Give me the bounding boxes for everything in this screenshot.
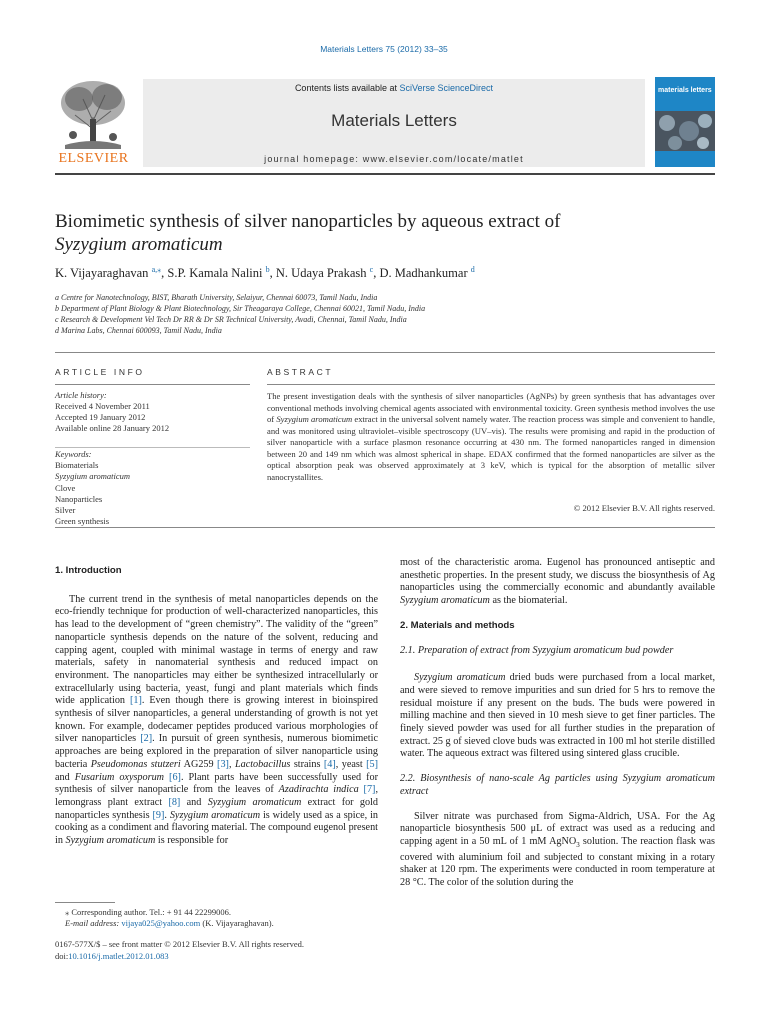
author-1: K. Vijayaraghavan <box>55 266 149 281</box>
doi-line: doi:10.1016/j.matlet.2012.01.083 <box>55 951 169 961</box>
cover-image-icon <box>655 111 715 151</box>
keyword: Silver <box>55 505 76 516</box>
ref-8-link[interactable]: [8] <box>168 796 181 808</box>
doi-link[interactable]: 10.1016/j.matlet.2012.01.083 <box>68 951 169 961</box>
affiliations <box>55 292 715 336</box>
masthead <box>55 77 715 167</box>
materials-methods-heading: 2. Materials and methods <box>400 619 515 631</box>
contents-line <box>143 83 645 93</box>
article-history <box>55 390 250 434</box>
front-matter <box>55 938 455 962</box>
issn-line: 0167-577X/$ – see front matter © 2012 Elsevier B.V. All rights reserved. <box>55 939 304 949</box>
ref-7-link[interactable]: [7] <box>363 784 376 796</box>
ref-4-link[interactable]: [4] <box>323 758 336 770</box>
title-line-1: Biomimetic synthesis of silver nanoparticles by aqueous extract of <box>55 211 561 232</box>
email-line: E-mail address: vijaya025@yahoo.com (K. Vijayaraghavan). <box>65 918 274 928</box>
author-sep: , <box>373 266 380 281</box>
history-label: Article history: <box>55 390 107 400</box>
abstract-divider <box>267 384 715 385</box>
affiliation-divider <box>55 352 715 353</box>
abstract-text <box>267 391 715 483</box>
section-2-2-paragraph: Silver nitrate was purchased from Sigma-Aldrich, USA. For the Ag nanoparticle biosynthesis 500 μL of extract was used as a reducing and capping agent in a 50 mL of 1 mM AgNO$_3$ solution. The reaction flask was covered with aluminium foil and subjected to constant mixing in a rotary shaker at 120 rpm. The experiments were conducted in room temperature at 28 °C. The color of the solution during the <box>400 810 715 889</box>
ref-5-link[interactable]: [5] <box>366 758 379 770</box>
ref-6-link[interactable]: [6] <box>169 771 181 783</box>
keyword: Syzygium aromaticum <box>55 471 130 482</box>
header-divider <box>55 173 715 175</box>
keyword: Clove <box>55 482 76 493</box>
online-date: Available online 28 January 2012 <box>55 423 170 433</box>
corresponding-author: ⁎ Corresponding author. Tel.: + 91 44 22299006. <box>65 907 232 917</box>
publisher-name: ELSEVIER <box>58 151 129 166</box>
affiliation-b: b Department of Plant Biology & Plant Biotechnology, Sir Theagaraya College, Chennai 60021, Tamil Nadu, India <box>55 304 426 313</box>
footnotes <box>55 907 378 929</box>
keywords-label: Keywords: <box>55 449 92 459</box>
article-title <box>55 210 715 256</box>
body-divider <box>55 527 715 528</box>
journal-header-box <box>143 79 645 167</box>
ref-1-link[interactable]: [1] <box>129 695 142 707</box>
intro-paragraph: The current trend in the synthesis of metal nanoparticles depends on the eco-friendly technique for production of well-characterized nanoparticles, this has lead to the development of “green chemistry”. The validity of the “green” nanoparticle synthesis depends on the nature of the solvent, reducing and capping agent, coupled with minimal wastage in terms of energy and raw materials, safety in nanomaterial synthesis and reduced impact on environment. The nanoparticles may either be synthesized intracellularly or extracellularly using bacteria, yeast, fungi and plant materials which finds wide application [1]. Even though there is growing interest in bioinspired synthesis of silver nanoparticles, a general understanding of growth is not yet known. For example, dodecamer peptides produced various morphologies of silver nanoparticles [2]. In pursuit of green synthesis, numerous biomimetic approaches are being explored in the preparation of silver nanoparticle using bacteria Pseudomonas stutzeri AG259 [3], Lactobacillus strains [4], yeast [5] and Fusarium oxysporum [6]. Plant parts have been successfully used for synthesis of silver nanoparticle from the leaves of Azadirachta indica [7], lemongrass plant extract [8] and Syzygium aromaticum extract for gold nanoparticles synthesis [9]. Syzygium aromaticum is widely used as a spice, in cooking as a condiment and flavoring material. The compound eugenol present in Syzygium aromaticum is responsible for <box>55 593 379 847</box>
intro-heading: 1. Introduction <box>55 565 122 576</box>
accepted-date: Accepted 19 January 2012 <box>55 412 146 422</box>
affiliation-a: a Centre for Nanotechnology, BIST, Bharath University, Selaiyur, Chennai 60073, Tamil Nadu, India <box>55 293 378 302</box>
author-3: N. Udaya Prakash <box>275 266 367 281</box>
author-2-affil[interactable]: b <box>265 265 270 274</box>
affiliation-d: d Marina Labs, Chennai 600093, Tamil Nadu, India <box>55 326 222 335</box>
author-sep: , <box>269 266 276 281</box>
right-column <box>400 557 715 890</box>
keyword: Biomaterials <box>55 460 99 471</box>
affiliation-c: c Research & Development Vel Tech Dr RR & Dr SR Technical University, Avadi, Chennai, Tamil Nadu, India <box>55 315 407 324</box>
author-list <box>55 265 715 281</box>
article-info-heading: ARTICLE INFO <box>55 367 145 377</box>
abstract-part-1: The present investigation deals with the synthesis of silver nanoparticles (AgNPs) by green synthesis that has advantages over conventional methods involving chemical agents associated with environmental toxicity. Green synthesis method involves the use of <box>267 391 715 424</box>
contents-prefix: Contents lists available at <box>294 83 400 93</box>
journal-homepage[interactable]: journal homepage: www.elsevier.com/locate/matlet <box>264 154 524 164</box>
section-2-1-heading: 2.1. Preparation of extract from Syzygium aromaticum bud powder <box>400 644 674 656</box>
ref-9-link[interactable]: [9] <box>152 809 165 821</box>
abstract-part-2: extract in the universal solvent namely water. The reaction process was simple and convenient to handle, and was monitored using ultraviolet–visible spectroscopy (UV–vis). The results were promising and rapid in the production of silver nanoparticle with a surface plasmon resonance occurring at 430 nm. The formed nanoparticles ranged in dimension between 20 and 149 nm which was almost spherical in shape. EDAX confirmed that the formed nanoparticles are silver as the optical absorption peak was observed approximately at 3 keV, which is typical for the absorption of metallic silver nanocrystallites. <box>267 414 715 482</box>
abstract-species: Syzygium aromaticum <box>276 414 353 424</box>
footnote-divider <box>55 902 115 903</box>
keyword: Nanoparticles <box>55 493 103 504</box>
received-date: Received 4 November 2011 <box>55 401 150 411</box>
left-column <box>55 565 378 848</box>
cover-title: materials letters <box>658 87 712 94</box>
author-sep: , <box>161 266 168 281</box>
author-4-affil[interactable]: d <box>470 265 475 274</box>
abstract-heading: ABSTRACT <box>267 367 334 377</box>
ref-2-link[interactable]: [2] <box>140 733 153 745</box>
journal-title: Materials Letters <box>331 111 457 130</box>
email-link[interactable]: vijaya025@yahoo.com <box>121 918 201 928</box>
sciencedirect-link[interactable]: SciVerse ScienceDirect <box>399 83 494 93</box>
author-2: S.P. Kamala Nalini <box>167 266 263 281</box>
intro-continuation: most of the characteristic aroma. Eugenol has pronounced antiseptic and anesthetic properties. In the present study, we discuss the biosynthesis of Ag nanoparticles using the commercially economic and abundantly available Syzygium aromaticum as the biomaterial. <box>400 557 715 607</box>
keywords <box>55 449 250 527</box>
section-2-1-paragraph: Syzygium aromaticum dried buds were purchased from a local market, and were sieved to remove impurities and sun dried for 5 hrs to remove the residual moisture if any present on the buds. The buds were powered in milling machine and then sieved in 10 mesh sieve to get finer particles. The finely sieved powder was used for all further studies in the preparation of extract. 25 g of sieved clove buds was extracted in 100 ml hot sterile distilled water. The aqueous extract was filtered using sintered glass crucible. <box>400 672 715 760</box>
journal-cover-thumbnail[interactable] <box>655 77 715 167</box>
article-info-divider <box>55 384 250 385</box>
author-3-affil[interactable]: c <box>369 265 374 274</box>
title-line-2: Syzygium aromaticum <box>55 234 223 255</box>
journal-reference[interactable]: Materials Letters 75 (2012) 33–35 <box>320 44 448 54</box>
keywords-divider <box>55 447 250 448</box>
section-2-2-heading: 2.2. Biosynthesis of nano-scale Ag particles using Syzygium aromaticum extract <box>400 773 715 797</box>
keyword: Green synthesis <box>55 516 110 527</box>
author-1-affil[interactable]: a,⁎ <box>151 265 162 274</box>
author-4: D. Madhankumar <box>379 266 468 281</box>
copyright-notice: © 2012 Elsevier B.V. All rights reserved. <box>573 503 715 513</box>
ref-3-link[interactable]: [3] <box>217 758 229 770</box>
